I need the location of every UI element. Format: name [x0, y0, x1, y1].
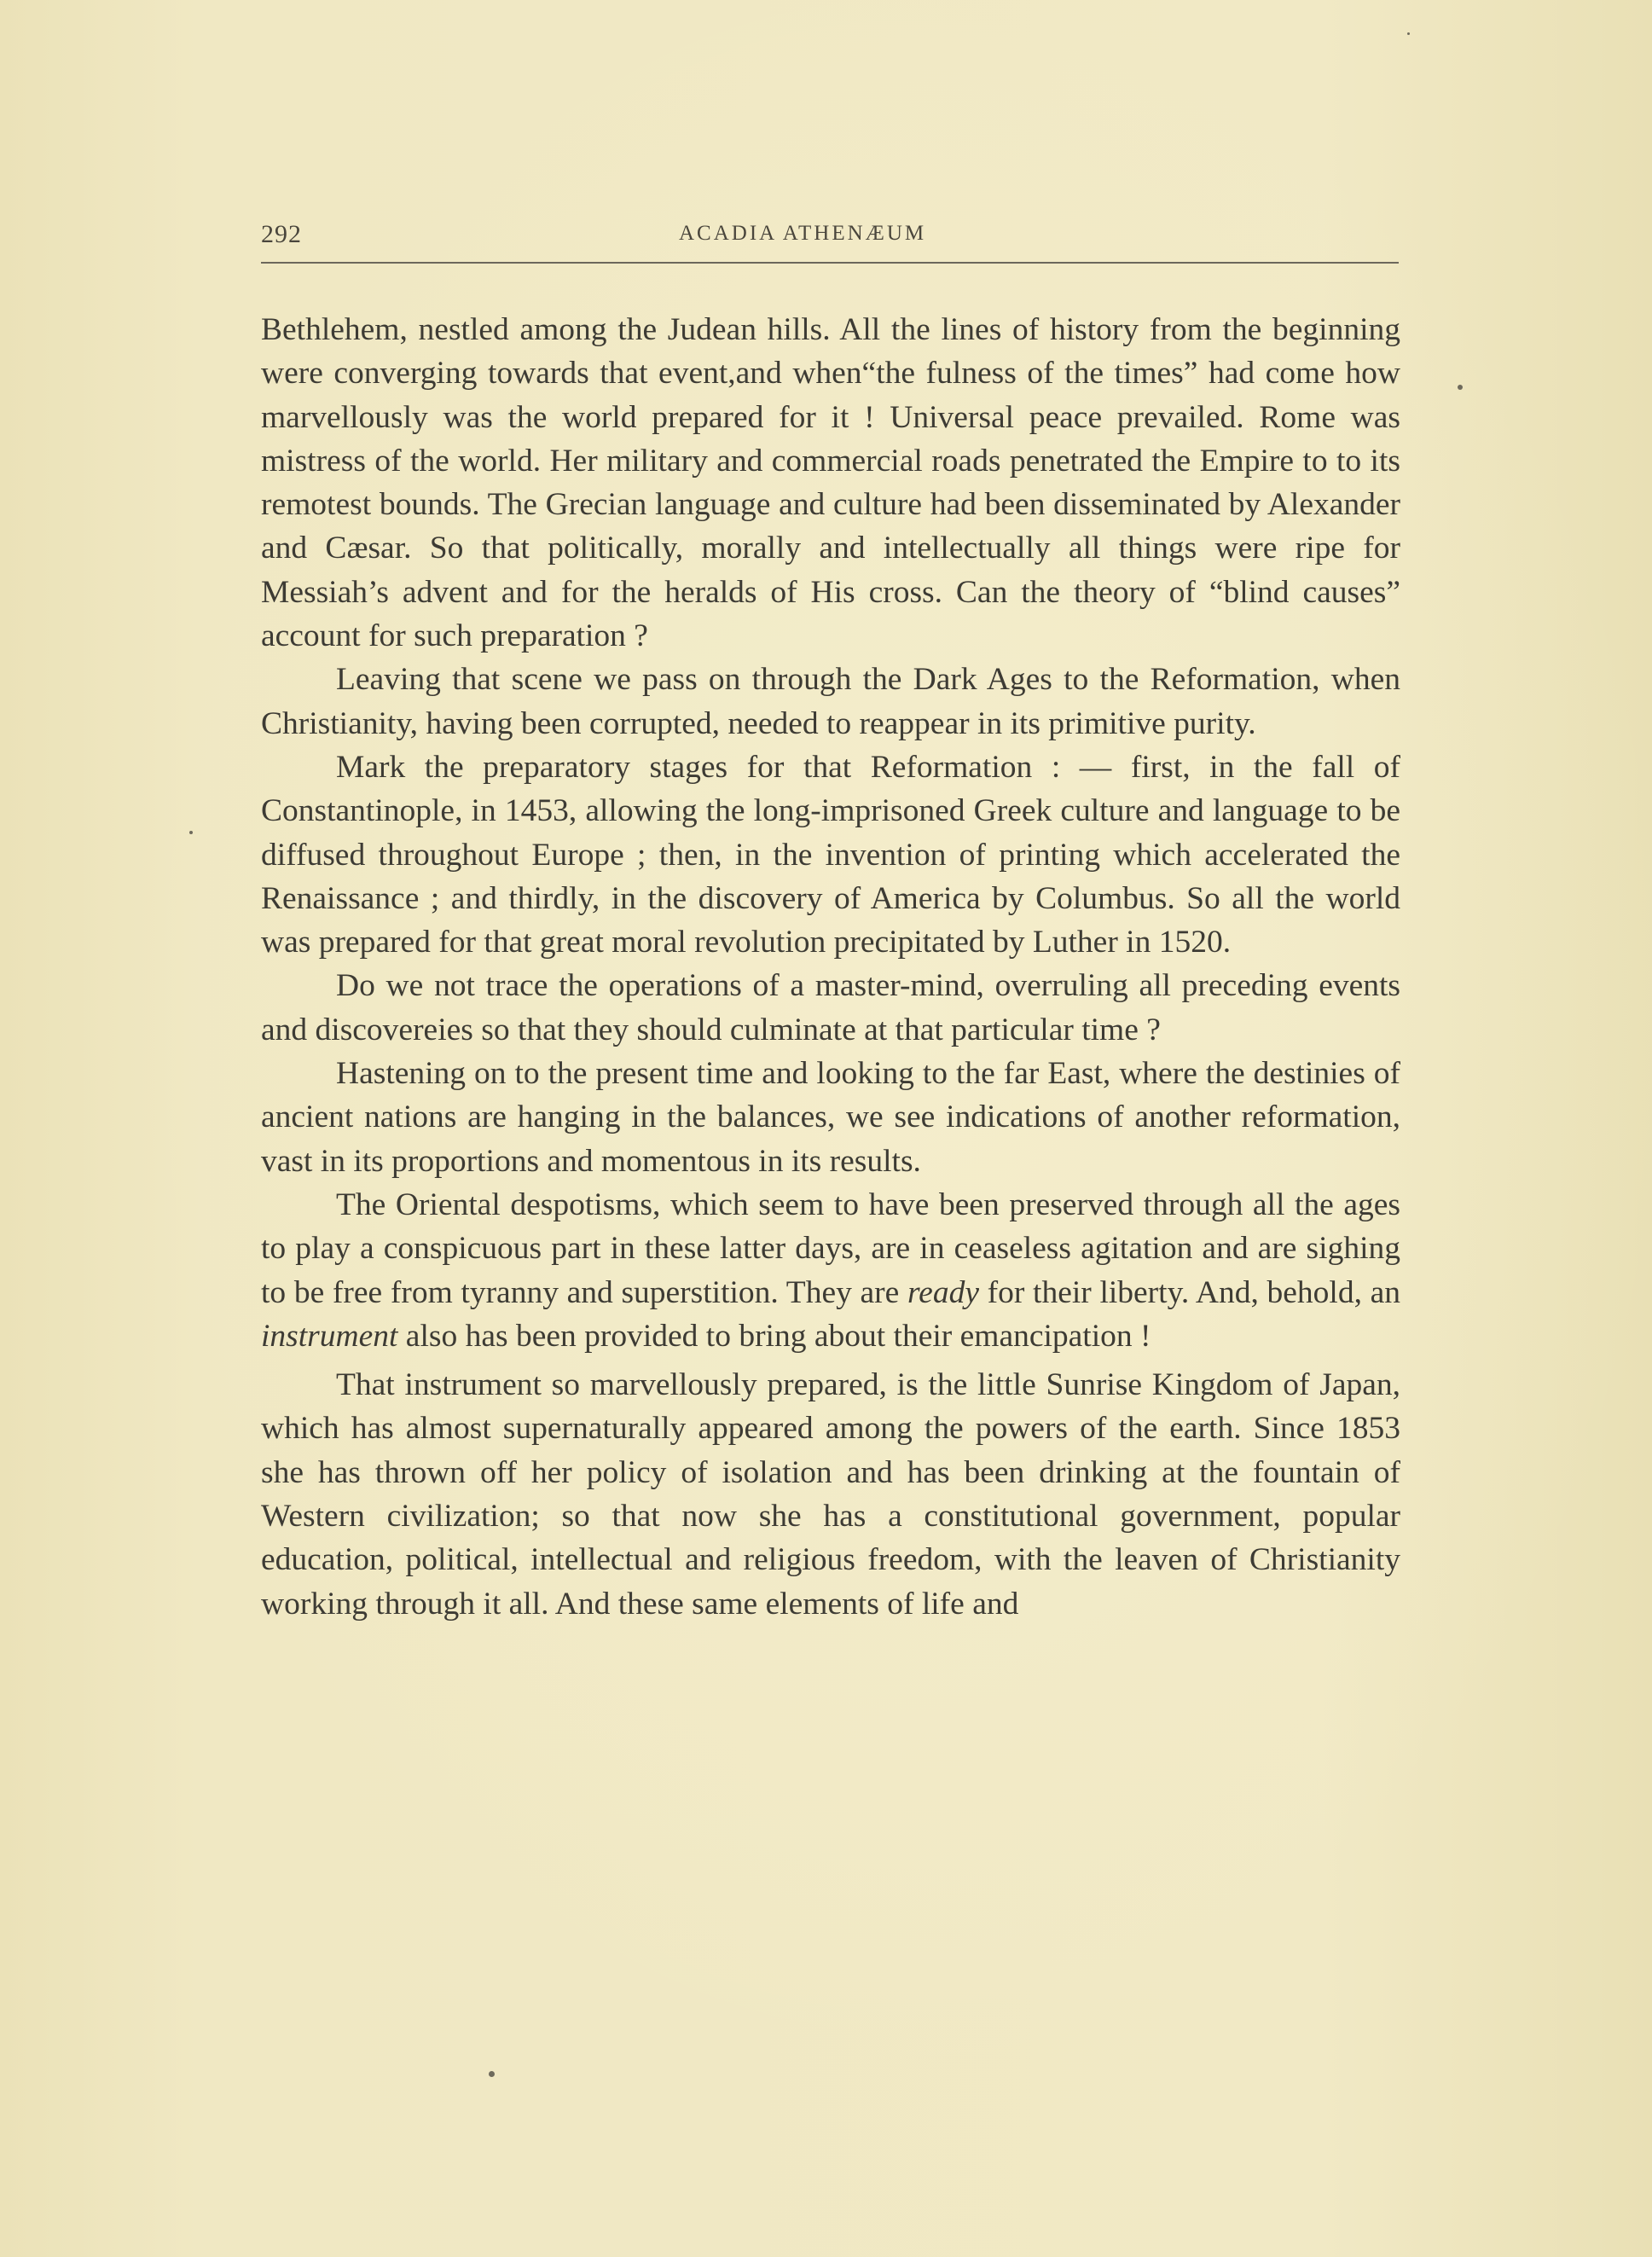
paper-speck [1458, 385, 1463, 390]
journal-title: ACADIA ATHENÆUM [679, 222, 927, 245]
paragraph-6-text-b: for their liberty. And, behold, an [987, 1274, 1401, 1310]
running-head [261, 220, 1399, 254]
paragraph-7: That instrument so marvellously prepared, is the little Sunrise Kingdom of Japan, which has almost supernaturally appeared among the powers of the earth. Since 1853 she has thrown off her policy of isolation and has been drinking at the fountain of Western civilization; so that now she has a constitutional government, popular education, political, intellectual and religious freedom, with the leaven of Christianity working through it all. And these same elements of life and [261, 1367, 1400, 1622]
page-number: 292 [261, 220, 302, 248]
paragraph-6 [261, 1183, 1400, 1358]
paper-speck [189, 831, 193, 834]
paragraph-6-text-c: also has been provided to bring about their emancipation ! [405, 1318, 1151, 1354]
paper-speck [1407, 32, 1410, 35]
italic-ready: ready [907, 1274, 979, 1310]
header-rule [261, 262, 1399, 264]
paragraph-5: Hastening on to the present time and looking to the far East, where the destinies of ancient nations are hanging in the balances, we see indications of another reformation, vast in its proportions and momentous in its results. [261, 1056, 1400, 1179]
paper-speck [489, 2071, 495, 2077]
paragraph-1: Bethlehem, nestled among the Judean hills. All the lines of history from the beginning were converging towards that event,and when“the fulness of the times” had come how marvellously was the world prepared for it ! Universal peace prevailed. Rome was mistress of the world. Her military and commercial roads penetrated the Empire to to its remotest bounds. The Grecian language and culture had been disseminated by Alexander and Cæsar. So that politically, morally and intellectually all things were ripe for Messiah’s advent and for the heralds of His cross. Can the theory of “blind causes” account for such preparation ? [261, 312, 1400, 654]
article-body [261, 308, 1400, 1626]
italic-instrument: instrument [261, 1318, 398, 1354]
paragraph-4: Do we not trace the operations of a master-mind, overruling all preceding events and discovereies so that they should culminate at that particular time ? [261, 968, 1400, 1047]
paragraph-6-text-a: The Oriental despotisms, which seem to have been preserved through all the ages to play a conspicuous part in these latter days, are in ceaseless agitation and are sighing to be free from tyranny and superstition. They are [261, 1187, 1400, 1310]
paragraph-3: Mark the preparatory stages for that Reformation : — first, in the fall of Constantinople, in 1453, allowing the long-imprisoned Greek culture and language to be diffused throughout Europe ; then, in the invention of printing which accelerated the Renaissance ; and thirdly, in the discovery of America by Columbus. So all the world was prepared for that great moral revolution precipitated by Luther in 1520. [261, 749, 1400, 960]
paragraph-2: Leaving that scene we pass on through the Dark Ages to the Reformation, when Christianity, having been corrupted, needed to reappear in its primitive purity. [261, 662, 1400, 741]
